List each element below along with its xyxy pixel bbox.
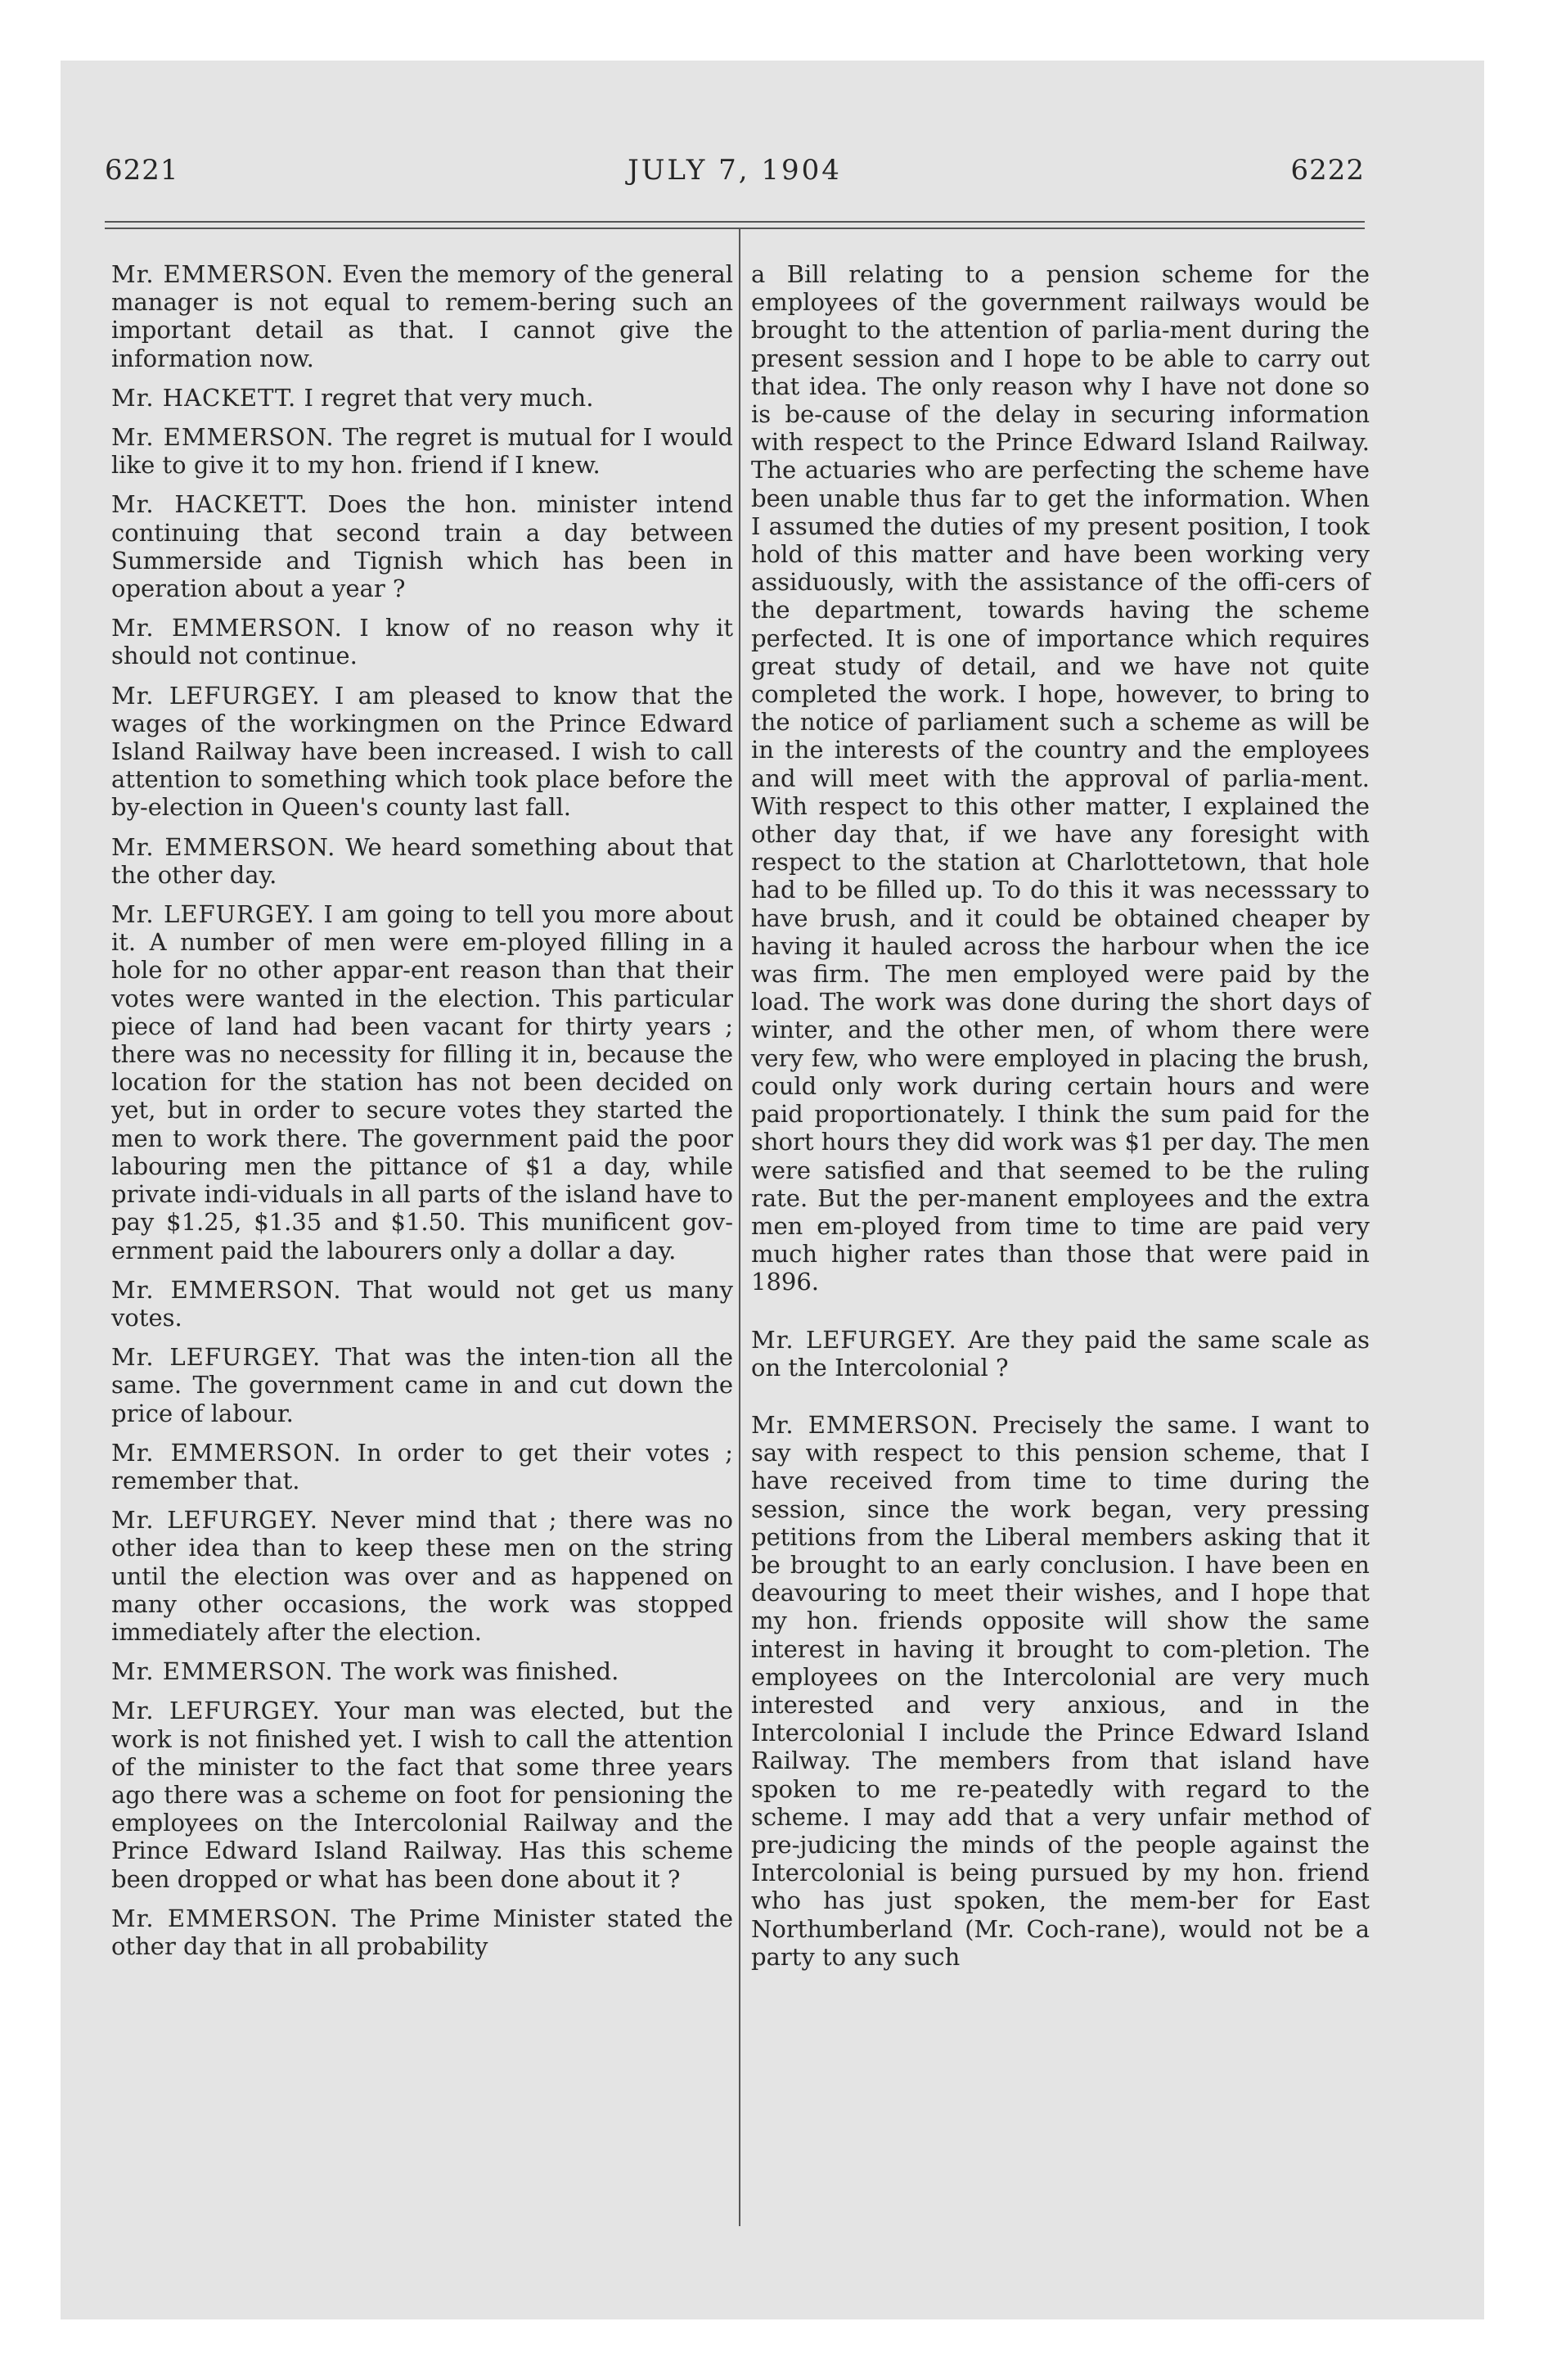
speaker: Mr. LEFURGEY.	[751, 1325, 957, 1354]
left-column	[111, 260, 733, 1972]
paragraph	[111, 423, 733, 479]
speaker: Mr. EMMERSON.	[111, 1657, 334, 1686]
paragraph	[111, 1657, 733, 1685]
speaker: Mr. EMMERSON.	[111, 1438, 342, 1467]
speaker: Mr. HACKETT.	[111, 490, 308, 519]
paragraph	[111, 833, 733, 889]
paragraph	[111, 1343, 733, 1427]
page-date: JULY 7, 1904	[628, 154, 842, 187]
paragraph	[751, 260, 1370, 1296]
speaker: Mr. LEFURGEY.	[111, 1343, 322, 1372]
paragraph	[111, 1697, 733, 1892]
speech: I am going to tell you more about it. A number of men were em-ployed filling in a hole for no other appar-ent reason than that their votes were wanted in the election. This particular piece of land had been vacant for thirty years ; there was no necessity for filling it in, because the location for the station has not been decided on yet, but in order to secure votes they started the men to work there. The government paid the poor labouring men the pittance of $1 a day, while private indi-viduals in all parts of the island have to pay $1.25, $1.35 and $1.50. This munificent gov-ernment paid the labourers only a dollar a day.	[111, 900, 733, 1264]
speaker: Mr. LEFURGEY.	[111, 1697, 321, 1725]
paragraph	[111, 384, 733, 412]
speech: In order to get their votes ; remember that.	[111, 1438, 733, 1494]
speaker: Mr. EMMERSON.	[111, 614, 343, 642]
speaker: Mr. EMMERSON.	[111, 1275, 342, 1304]
speech: That would not get us many votes.	[111, 1275, 734, 1332]
paragraph	[111, 682, 733, 822]
speech: I regret that very much.	[304, 383, 594, 412]
page-number-left: 6221	[105, 154, 179, 187]
speech: The Prime Minister stated the other day that in all probability	[111, 1904, 733, 1960]
speaker: Mr. EMMERSON.	[111, 1904, 339, 1932]
speech: Does the hon. minister intend continuing that second train a day between Summerside and Tignish which has been in operation about a year ?	[111, 490, 734, 603]
speaker: Mr. LEFURGEY.	[111, 900, 315, 929]
paragraph	[111, 490, 733, 602]
speech: I am pleased to know that the wages of the workingmen on the Prince Edward Island Railway have been increased. I wish to call attention to something which took place before the by-election in Queen's county last fall.	[111, 681, 734, 822]
right-column	[751, 260, 1370, 1982]
speech: That was the inten-tion all the same. The government came in and cut down the price of labour.	[111, 1343, 734, 1427]
speech: a Bill relating to a pension scheme for the employees of the government railways would be brought to the attention of parlia-ment during the present session and I hope to be able to carry out that idea. The only reason why I have not done so is be-cause of the delay in securing information with respect to the Prince Edward Island Railway. The actuaries who are perfecting the scheme have been unable thus far to get the information. When I assumed the duties of my present position, I took hold of this matter and have been working very assiduously, with the assistance of the offi-cers of the department, towards having the scheme perfected. It is one of importance which requires great study of detail, and we have not quite completed the work. I hope, however, to bring to the notice of parliament such a scheme as will be in the interests of the country and the employees and will meet with the approval of parlia-ment. With respect to this other matter, I explained the other day that, if we have any foresight with respect to the station at Charlottetown, that hole had to be filled up. To do this it was necesssary to have brush, and it could be obtained cheaper by having it hauled across the harbour when the ice was firm. The men employed were paid by the load. The work was done during the short days of winter, and the other men, of whom there were very few, who were employed in placing the brush, could only work during certain hours and were paid proportionately. I think the sum paid for the short hours they did work was $1 per day. The men were satisfied and that seemed to be the ruling rate. But the per-manent employees and the extra men em-ployed from time to time are paid very much higher rates than those that were paid in 1896.	[751, 260, 1370, 1296]
speech: The work was finished.	[340, 1657, 619, 1686]
paragraph	[111, 1904, 733, 1960]
speech: We heard something about that the other day.	[111, 832, 734, 889]
speaker: Mr. LEFURGEY.	[111, 1506, 318, 1535]
speech: Are they paid the same scale as on the Intercolonial ?	[751, 1325, 1370, 1382]
paragraph	[111, 614, 733, 669]
page-number-right: 6222	[1290, 154, 1365, 187]
speech: Even the memory of the general manager is not equal to remem-bering such an important detail as that. I cannot give the information now.	[111, 260, 734, 372]
speech: Never mind that ; there was no other idea than to keep these men on the string until the election was over and as happened on many other occasions, the work was stopped immediately after the election.	[111, 1506, 734, 1646]
column-divider	[739, 229, 740, 2226]
paragraph-gap	[751, 1393, 1370, 1411]
paragraph	[111, 1439, 733, 1494]
speech: Your man was elected, but the work is not finished yet. I wish to call the attention of the minister to the fact that some three years ago there was a scheme on foot for pensioning the employees on the Intercolonial Railway and the Prince Edward Island Railway. Has this scheme been dropped or what has been done about it ?	[111, 1697, 733, 1893]
paragraph-gap	[751, 1308, 1370, 1326]
paragraph	[111, 1506, 733, 1646]
speaker: Mr. EMMERSON.	[111, 260, 335, 288]
speech: Precisely the same. I want to say with respect to this pension scheme, that I have received from time to time during the session, since the work began, very pressing petitions from the Liberal members asking that it be brought to an early conclusion. I have been en deavouring to meet their wishes, and I hope that my hon. friends opposite will show the same interest in having it brought to com-pletion. The employees on the Intercolonial are very much interested and very anxious, and in the Intercolonial I include the Prince Edward Island Railway. The members from that island have spoken to me re-peatedly with regard to the scheme. I may add that a very unfair method of pre-judicing the minds of the people against the Intercolonial is being pursued by my hon. friend who has just spoken, the mem-ber for East Northumberland (Mr. Coch-rane), would not be a party to any such	[751, 1410, 1370, 1971]
paragraph	[111, 900, 733, 1264]
speaker: Mr. EMMERSON.	[111, 832, 336, 861]
paragraph	[751, 1326, 1370, 1382]
speech: I know of no reason why it should not continue.	[111, 614, 733, 670]
speaker: Mr. EMMERSON.	[111, 423, 335, 452]
paragraph	[111, 260, 733, 372]
header-rule	[105, 221, 1365, 229]
speaker: Mr. HACKETT.	[111, 383, 297, 412]
page-header	[105, 154, 1365, 195]
speaker: Mr. LEFURGEY.	[111, 681, 321, 710]
paragraph	[751, 1411, 1370, 1971]
speech: The regret is mutual for I would like to give it to my hon. friend if I knew.	[111, 423, 733, 480]
speaker: Mr. EMMERSON.	[751, 1410, 979, 1439]
paragraph	[111, 1276, 733, 1332]
